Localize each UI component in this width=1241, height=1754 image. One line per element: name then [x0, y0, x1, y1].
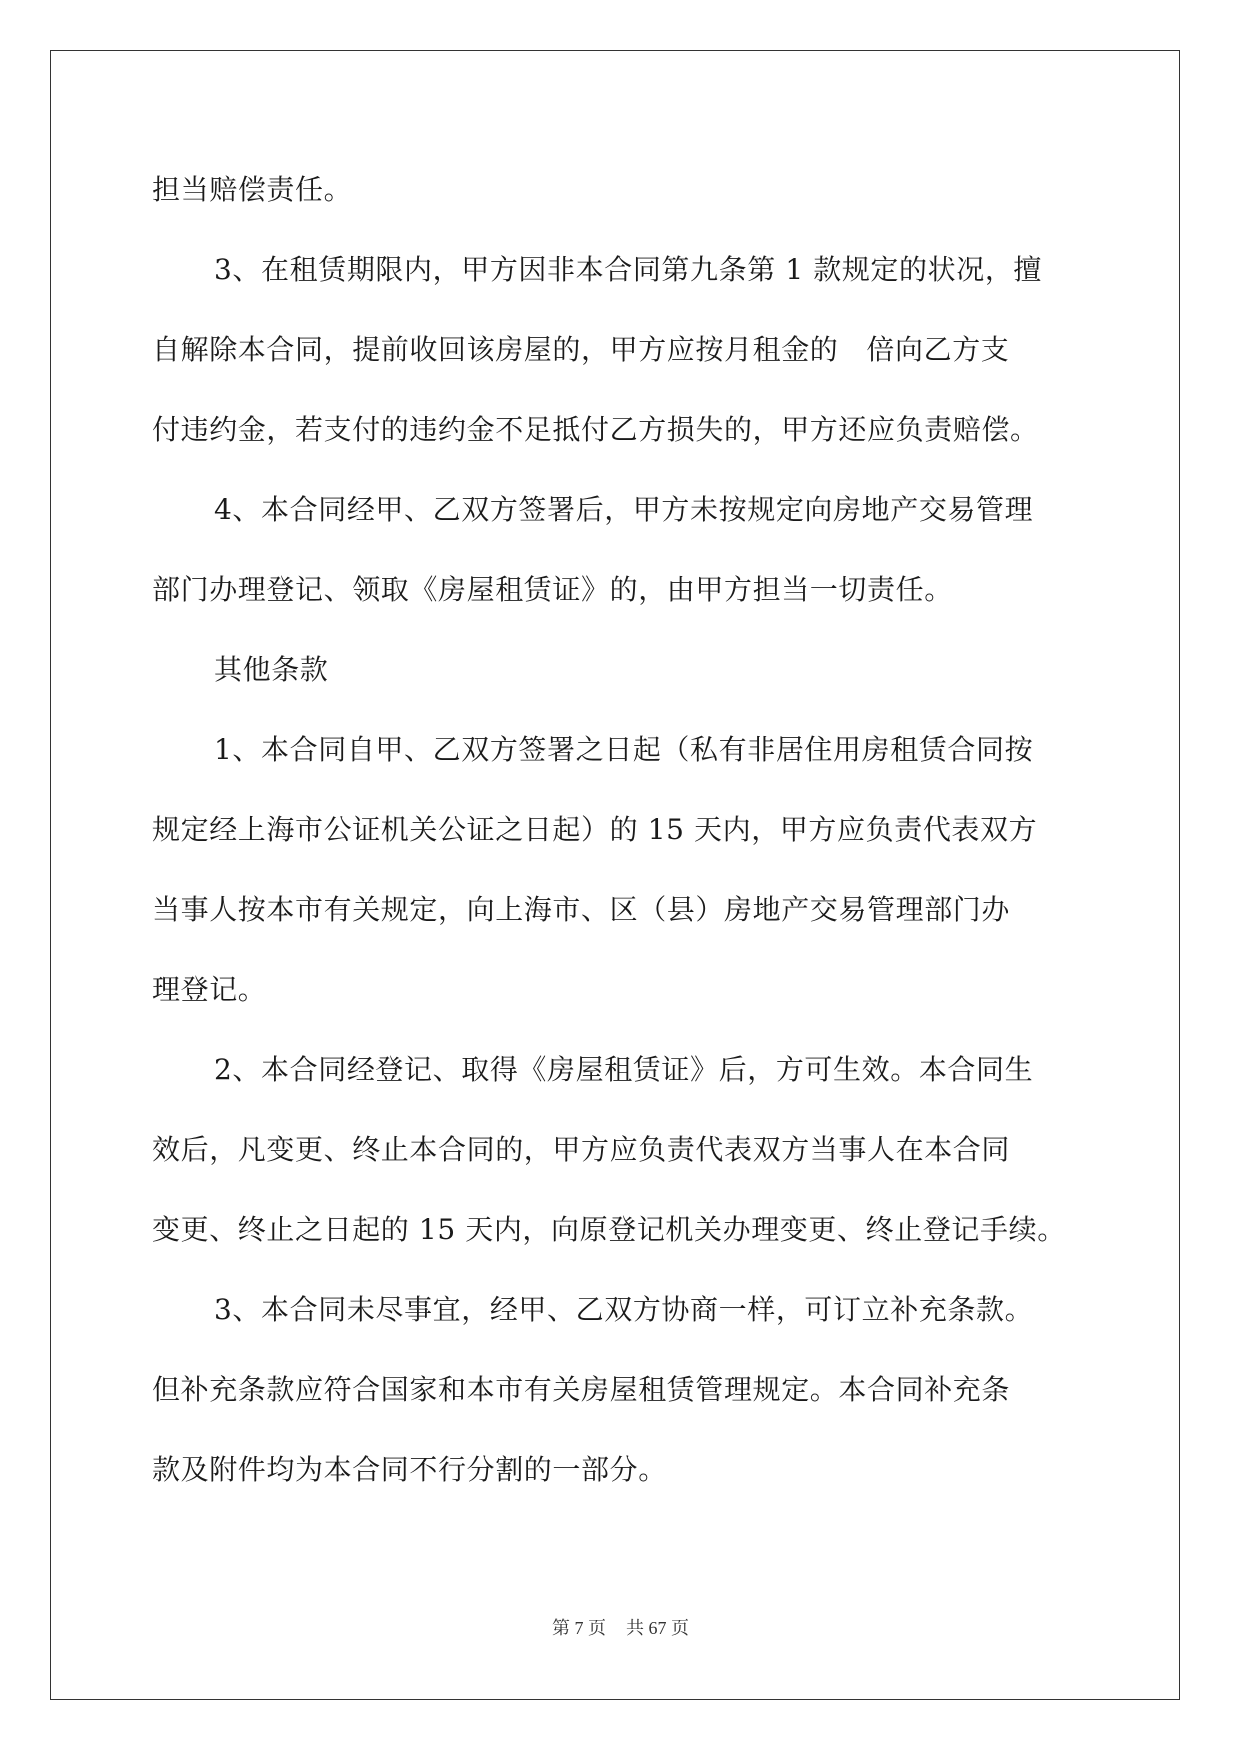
- other-clause-1-line-4: 理登记。: [152, 973, 267, 1006]
- document-body: [152, 150, 1092, 1510]
- page-total: 共 67 页: [626, 1618, 689, 1638]
- clause-4-line-1: 4、本合同经甲、乙双方签署后，甲方未按规定向房地产交易管理: [214, 493, 1034, 526]
- clause-3-line-1: 3、在租赁期限内，甲方因非本合同第九条第 1 款规定的状况，擅: [214, 253, 1043, 286]
- page-number: 第 7 页: [552, 1618, 606, 1638]
- clause-3-line-2-part-b: 倍向乙方支: [866, 333, 1010, 366]
- other-clause-3-line-3: 款及附件均为本合同不行分割的一部分。: [152, 1453, 667, 1486]
- other-clause-2-line-3: 变更、终止之日起的 15 天内，向原登记机关办理变更、终止登记手续。: [152, 1213, 1066, 1246]
- other-clause-1-line-2: 规定经上海市公证机关公证之日起）的 15 天内，甲方应负责代表双方: [152, 813, 1038, 846]
- clause-3-line-2-part-a: 自解除本合同，提前收回该房屋的，甲方应按月租金的: [152, 333, 839, 366]
- clause-3-line-3: 付违约金，若支付的违约金不足抵付乙方损失的，甲方还应负责赔偿。: [152, 413, 1039, 446]
- other-clause-2-line-1: 2、本合同经登记、取得《房屋租赁证》后，方可生效。本合同生: [214, 1053, 1034, 1086]
- other-clause-1-line-1: 1、本合同自甲、乙双方签署之日起（私有非居住用房租赁合同按: [214, 733, 1034, 766]
- other-clause-3-line-1: 3、本合同未尽事宜，经甲、乙双方协商一样，可订立补充条款。: [214, 1293, 1034, 1326]
- clause-4-line-2: 部门办理登记、领取《房屋租赁证》的，由甲方担当一切责任。: [152, 573, 953, 606]
- text-line: 担当赔偿责任。: [152, 173, 353, 206]
- other-clause-1-line-3: 当事人按本市有关规定，向上海市、区（县）房地产交易管理部门办: [152, 893, 1011, 926]
- other-clause-3-line-2: 但补充条款应符合国家和本市有关房屋租赁管理规定。本合同补充条: [152, 1373, 1011, 1406]
- clause-3-line-2: [152, 310, 1092, 390]
- section-heading-other-terms: 其他条款: [214, 653, 329, 686]
- page-footer: [0, 1614, 1241, 1640]
- other-clause-2-line-2: 效后，凡变更、终止本合同的，甲方应负责代表双方当事人在本合同: [152, 1133, 1011, 1166]
